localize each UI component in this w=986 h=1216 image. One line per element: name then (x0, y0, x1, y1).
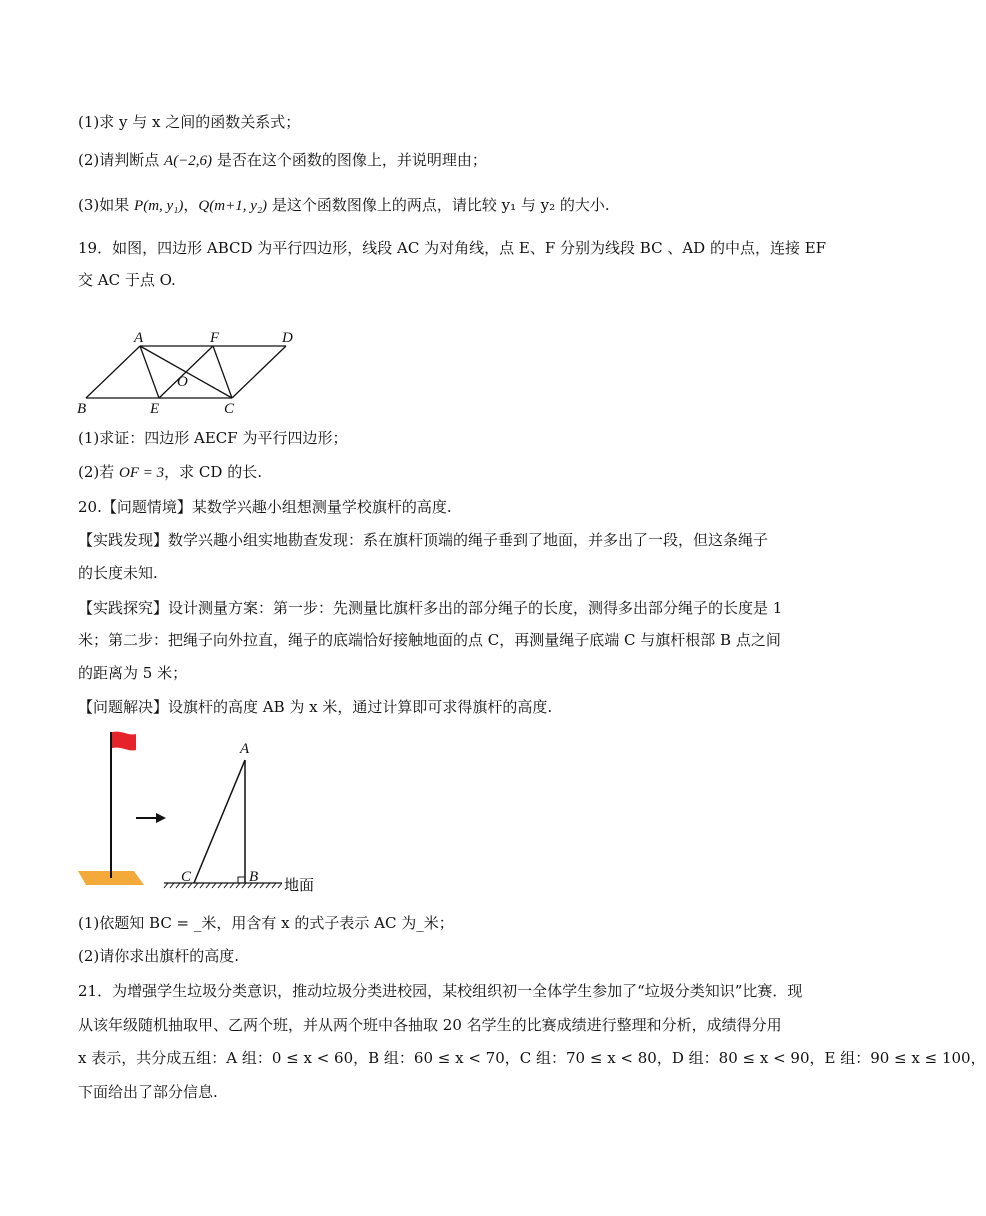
q19-part2 (78, 462, 262, 483)
q18-part3-mid: ， (183, 196, 199, 214)
label-o: O (177, 374, 188, 390)
label-b-bottom: B (249, 869, 259, 885)
q21-line1: 21．为增强学生垃圾分类意识，推动垃圾分类进校园，某校组织初一全体学生参加了“垃圾分类知识”比赛．现 (78, 982, 803, 1000)
flagpole-figure (74, 728, 334, 898)
q18-part3-pre: (3)如果 (78, 196, 135, 214)
q18-part2-pre: (2)请判断点 (78, 151, 165, 169)
q18-part3 (78, 195, 610, 216)
segment-ef (159, 346, 213, 398)
q18-point-p: P(m, y₁) (134, 198, 184, 214)
q20-line3: 的长度未知. (78, 564, 158, 582)
segment-fc (213, 346, 232, 398)
parallelogram-figure (70, 326, 310, 421)
q20-line1: 20.【问题情境】某数学兴趣小组想测量学校旗杆的高度. (78, 498, 452, 516)
label-c-bottom: C (181, 869, 192, 885)
q21-line3: x 表示，共分成五组：A 组：0 ≤ x < 60，B 组：60 ≤ x < 70，C 组：70 ≤ x < 80，D 组：80 ≤ x < 90，E 组：90 ≤ x ≤ 100， (78, 1049, 986, 1067)
q20-line2: 【实践发现】数学兴趣小组实地勘查发现：系在旗杆顶端的绳子垂到了地面，并多出了一段，但这条绳子 (78, 531, 769, 549)
q19-part2-post: ，求 CD 的长. (164, 463, 262, 481)
label-c: C (224, 401, 235, 417)
q19-part2-pre: (2)若 (78, 463, 120, 481)
label-f: F (210, 330, 220, 346)
segment-ab (86, 346, 140, 398)
label-b: B (77, 401, 87, 417)
q18-part2-post: 是否在这个函数的图像上，并说明理由； (212, 151, 487, 169)
q19-of-eq: OF = 3 (119, 465, 165, 481)
segment-ac-rope (194, 760, 245, 883)
q20-part2: (2)请你求出旗杆的高度. (78, 947, 240, 965)
q20-line4: 【实践探究】设计测量方案：第一步：先测量比旗杆多出的部分绳子的长度，测得多出部分绳子的长度是 1 (78, 599, 783, 617)
q20-line7: 【问题解决】设旗杆的高度 AB 为 x 米，通过计算即可求得旗杆的高度. (78, 698, 553, 716)
label-e: E (150, 401, 160, 417)
segment-ae (140, 346, 159, 398)
q18-point-a: A(−2,6) (164, 153, 213, 169)
q18-part2 (78, 150, 487, 171)
right-angle-mark (238, 877, 245, 883)
q20-line6: 的距离为 5 米； (78, 664, 188, 682)
label-a: A (134, 330, 144, 346)
ground-label: 地面 (284, 878, 315, 894)
segment-dc (232, 346, 286, 398)
label-a-top: A (240, 741, 250, 757)
q21-line2: 从该年级随机抽取甲、乙两个班，并从两个班中各抽取 20 名学生的比赛成绩进行整理和分析，成绩得分用 (78, 1016, 782, 1034)
q20-part1: (1)依题知 BC = _米，用含有 x 的式子表示 AC 为_米； (78, 914, 454, 932)
q18-part1: (1)求 y 与 x 之间的函数关系式； (78, 113, 301, 131)
q18-part3-post: 是这个函数图像上的两点，请比较 y₁ 与 y₂ 的大小. (267, 196, 610, 214)
q19-part1: (1)求证：四边形 AECF 为平行四边形； (78, 429, 348, 447)
q20-line5: 米；第二步：把绳子向外拉直，绳子的底端恰好接触地面的点 C，再测量绳子底端 C 与旗杆根部 B 点之间 (78, 631, 781, 649)
label-d: D (282, 330, 293, 346)
q18-point-q: Q(m+1, y₂) (198, 198, 268, 214)
q21-line4: 下面给出了部分信息. (78, 1083, 218, 1101)
q19-stem-line2: 交 AC 于点 O. (78, 271, 176, 289)
arrow-right-icon (136, 813, 166, 823)
q19-stem-line1: 19．如图，四边形 ABCD 为平行四边形，线段 AC 为对角线，点 E、F 分别为线段 BC 、AD 的中点，连接 EF (78, 239, 827, 257)
red-flag (112, 732, 136, 751)
